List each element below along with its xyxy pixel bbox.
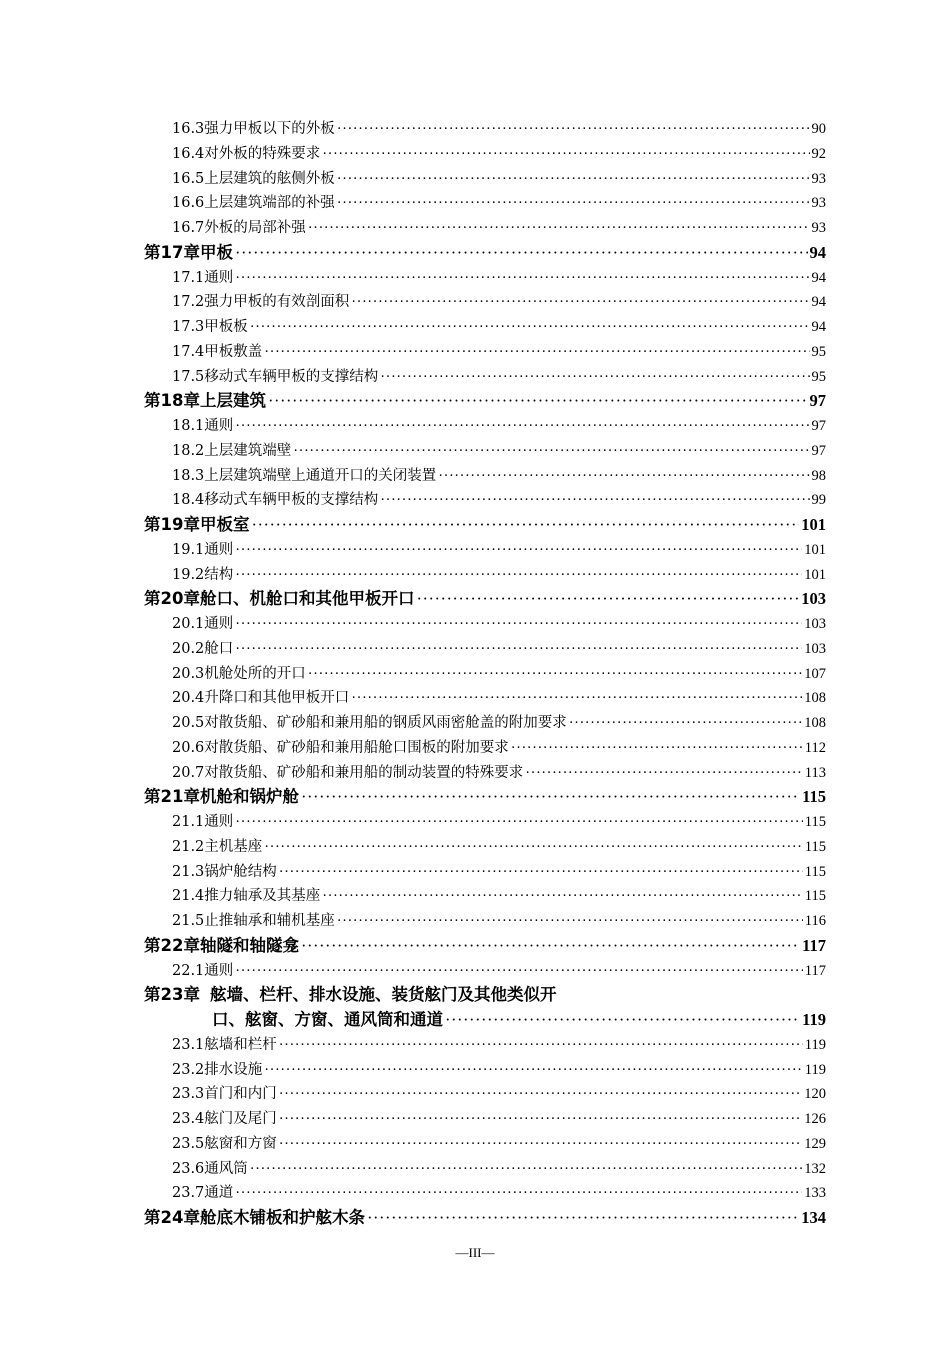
section-title: 舱口: [204, 640, 234, 657]
toc-section-entry: [144, 909, 826, 934]
chapter-number: 第18章: [144, 391, 200, 411]
toc-section-entry: [144, 711, 826, 736]
dot-leader: [235, 1181, 802, 1206]
section-title: 止推轴承和辅机基座: [204, 913, 335, 929]
section-number: 22.1: [172, 962, 205, 979]
section-title: 舷窗和方窗: [204, 1135, 277, 1152]
dot-leader: [351, 686, 802, 711]
dot-leader: [380, 488, 809, 513]
section-number: 20.1: [172, 616, 205, 632]
page-number: 92: [811, 145, 826, 162]
dot-leader: [337, 117, 810, 142]
dot-leader: [279, 860, 803, 885]
page-number: 101: [804, 566, 826, 583]
dot-leader: [308, 662, 802, 687]
dot-leader: [445, 1008, 800, 1033]
section-title: 舷墙和栏杆: [204, 1036, 277, 1053]
dot-leader: [438, 464, 809, 489]
chapter-title: 轴隧和轴隧龛: [199, 935, 299, 955]
toc-section-entry: [144, 1033, 826, 1058]
page-number-footer: —III—: [455, 1245, 495, 1260]
dot-leader: [380, 365, 809, 390]
page-number: 115: [804, 888, 826, 905]
section-number: 19.1: [172, 541, 205, 558]
dot-leader: [235, 414, 809, 439]
section-number: 20.5: [172, 715, 205, 731]
section-number: 23.3: [172, 1086, 205, 1103]
page-number: 94: [811, 294, 826, 311]
toc-section-entry: [144, 439, 826, 464]
section-number: 16.5: [172, 170, 205, 187]
page-number: 117: [802, 935, 826, 955]
section-number: 20.3: [172, 665, 205, 682]
page-number: 103: [804, 616, 826, 632]
page-number: 134: [801, 1208, 826, 1227]
toc-section-entry: [144, 563, 826, 588]
page-number: 97: [809, 391, 826, 411]
dot-leader: [235, 959, 802, 984]
page-number: 115: [804, 838, 826, 855]
dot-leader: [264, 835, 802, 860]
section-number: 17.2: [172, 294, 205, 311]
page-number: 119: [802, 1010, 826, 1029]
toc-section-entry: [144, 810, 826, 835]
toc-section-entry: [144, 1132, 826, 1157]
section-title: 外板的局部补强: [204, 220, 306, 236]
toc-section-entry: [144, 117, 826, 142]
section-title: 通则: [204, 418, 234, 434]
dot-leader: [279, 1082, 802, 1107]
dot-leader: [264, 1058, 802, 1083]
page-number: 99: [811, 492, 826, 509]
page-number: 119: [804, 1061, 826, 1078]
page-number: 129: [804, 1135, 826, 1152]
toc-chapter-entry: [144, 241, 826, 266]
chapter-number: 第19章: [144, 515, 200, 534]
table-of-contents: [144, 117, 826, 1231]
chapter-title: 上层建筑: [199, 391, 266, 411]
page-number: 97: [811, 442, 826, 459]
section-number: 17.1: [172, 269, 205, 286]
page-number: 113: [804, 764, 826, 781]
section-number: 21.4: [172, 888, 205, 905]
section-title: 主机基座: [204, 838, 263, 855]
section-title: 强力甲板的有效剖面积: [204, 294, 350, 311]
chapter-number: 第17章: [144, 242, 200, 262]
dot-leader: [235, 266, 809, 291]
toc-section-entry: [144, 290, 826, 315]
page-number: 93: [811, 170, 826, 187]
section-number: 23.7: [172, 1185, 205, 1202]
page-number: 103: [801, 589, 826, 609]
dot-leader: [264, 340, 809, 365]
section-number: 20.2: [172, 640, 205, 657]
section-number: 18.1: [172, 418, 205, 434]
page-number: 108: [804, 715, 826, 731]
dot-leader: [279, 1132, 802, 1157]
toc-section-entry: [144, 662, 826, 687]
toc-section-entry: [144, 142, 826, 167]
toc-section-entry: [144, 612, 826, 637]
chapter-title: 舷墙、栏杆、排水设施、装货舷门及其他类似开: [210, 985, 557, 1005]
toc-section-entry: [144, 340, 826, 365]
toc-section-entry: [144, 637, 826, 662]
page-number: 90: [811, 121, 826, 137]
dot-leader: [235, 810, 802, 835]
dot-leader: [235, 241, 808, 266]
section-title: 通则: [204, 962, 234, 979]
toc-section-entry: [144, 860, 826, 885]
section-title: 通则: [204, 616, 234, 632]
page-number: 94: [811, 319, 826, 335]
toc-section-entry: [144, 191, 826, 216]
toc-chapter-entry: [144, 513, 826, 538]
page-number: 115: [804, 863, 826, 880]
page-number: 94: [811, 269, 826, 286]
dot-leader: [301, 785, 800, 810]
dot-leader: [337, 191, 810, 216]
page-number: 107: [804, 665, 826, 682]
chapter-number: 第20章: [144, 589, 200, 609]
dot-leader: [322, 884, 802, 909]
section-title: 舷门及尾门: [204, 1111, 277, 1127]
section-title: 机舱处所的开口: [204, 665, 306, 682]
chapter-number: 第23章: [144, 985, 200, 1005]
section-title: 上层建筑的舷侧外板: [204, 170, 335, 187]
section-number: 20.7: [172, 764, 205, 781]
dot-leader: [569, 711, 802, 736]
section-title: 移动式车辆甲板的支撑结构: [204, 368, 379, 385]
section-number: 16.7: [172, 220, 205, 236]
toc-section-entry: [144, 835, 826, 860]
section-title: 通则: [204, 269, 234, 286]
chapter-title: 舱口、机舱口和其他甲板开口: [199, 589, 415, 609]
dot-leader: [351, 290, 809, 315]
toc-chapter-entry-continued: [144, 1008, 826, 1033]
section-number: 23.4: [172, 1111, 205, 1127]
toc-section-entry: [144, 1107, 826, 1132]
dot-leader: [279, 1033, 803, 1058]
toc-chapter-entry: [144, 1206, 826, 1231]
section-number: 17.5: [172, 368, 205, 385]
toc-section-entry: [144, 464, 826, 489]
section-number: 21.3: [172, 863, 205, 880]
toc-section-entry: [144, 488, 826, 513]
page-number: 98: [811, 467, 826, 484]
section-title: 甲板板: [204, 319, 248, 335]
section-number: 18.3: [172, 467, 205, 484]
page-number: 119: [804, 1036, 826, 1053]
dot-leader: [293, 439, 809, 464]
dot-leader: [337, 167, 810, 192]
section-number: 20.6: [172, 739, 205, 756]
toc-section-entry: [144, 761, 826, 786]
dot-leader: [525, 761, 802, 786]
toc-section-entry: [144, 365, 826, 390]
toc-section-entry: [144, 959, 826, 984]
section-title: 推力轴承及其基座: [204, 888, 321, 905]
page-number: 95: [811, 368, 826, 385]
page-number: 115: [804, 814, 826, 830]
section-number: 23.6: [172, 1160, 205, 1177]
toc-section-entry: [144, 414, 826, 439]
section-number: 21.2: [172, 838, 205, 855]
dot-leader: [301, 934, 800, 959]
toc-section-entry: [144, 538, 826, 563]
chapter-number: 第22章: [144, 935, 200, 955]
page-number: 112: [804, 739, 826, 756]
section-number: 23.1: [172, 1036, 205, 1053]
page-number: 101: [801, 515, 826, 534]
dot-leader: [251, 513, 799, 538]
toc-chapter-entry: [144, 983, 826, 1008]
section-title: 对散货船、矿砂船和兼用船的钢质风雨密舱盖的附加要求: [204, 715, 567, 731]
dot-leader: [250, 315, 810, 340]
page-number: 108: [804, 690, 826, 707]
section-title: 上层建筑端壁上通道开口的关闭装置: [204, 467, 437, 484]
page-number: 93: [811, 220, 826, 236]
section-title: 上层建筑端壁: [204, 442, 292, 459]
toc-section-entry: [144, 736, 826, 761]
page-number: 132: [804, 1160, 826, 1177]
dot-leader: [235, 538, 802, 563]
section-number: 16.3: [172, 121, 205, 137]
section-number: 17.4: [172, 343, 205, 360]
section-number: 23.5: [172, 1135, 205, 1152]
dot-leader: [308, 216, 810, 241]
toc-chapter-entry: [144, 934, 826, 959]
page-number: 115: [802, 787, 826, 807]
dot-leader: [337, 909, 803, 934]
section-number: 16.4: [172, 145, 205, 162]
chapter-title: 口、舷窗、方窗、通风筒和通道: [212, 1010, 443, 1029]
section-title: 升降口和其他甲板开口: [204, 690, 350, 707]
chapter-title: 舱底木铺板和护舷木条: [199, 1208, 365, 1227]
section-title: 对外板的特殊要求: [204, 145, 321, 162]
dot-leader: [235, 563, 802, 588]
section-number: 17.3: [172, 319, 205, 335]
toc-section-entry: [144, 686, 826, 711]
chapter-number: 第21章: [144, 787, 200, 807]
section-title: 对散货船、矿砂船和兼用船的制动装置的特殊要求: [204, 764, 524, 781]
chapter-title: 甲板室: [199, 515, 250, 534]
toc-section-entry: [144, 1082, 826, 1107]
section-number: 18.4: [172, 492, 205, 509]
section-title: 通则: [204, 814, 234, 830]
dot-leader: [511, 736, 803, 761]
chapter-number: 第24章: [144, 1208, 200, 1227]
page-number: 133: [804, 1185, 826, 1202]
toc-section-entry: [144, 884, 826, 909]
toc-chapter-entry: [144, 587, 826, 612]
section-number: 19.2: [172, 566, 205, 583]
section-title: 对散货船、矿砂船和兼用船舱口围板的附加要求: [204, 739, 509, 756]
dot-leader: [279, 1107, 802, 1132]
toc-section-entry: [144, 266, 826, 291]
section-number: 21.5: [172, 913, 205, 929]
toc-section-entry: [144, 1181, 826, 1206]
section-title: 排水设施: [204, 1061, 263, 1078]
dot-leader: [268, 389, 808, 414]
page-number: 120: [804, 1086, 826, 1103]
dot-leader: [416, 587, 799, 612]
dot-leader: [367, 1206, 799, 1231]
toc-section-entry: [144, 216, 826, 241]
section-title: 甲板敷盖: [204, 343, 263, 360]
section-title: 上层建筑端部的补强: [204, 195, 335, 212]
dot-leader: [235, 612, 802, 637]
section-number: 23.2: [172, 1061, 205, 1078]
section-number: 20.4: [172, 690, 205, 707]
toc-chapter-entry: [144, 785, 826, 810]
section-title: 通道: [204, 1185, 234, 1202]
page-number: 116: [804, 913, 826, 929]
dot-leader: [322, 142, 809, 167]
page-number: 101: [804, 541, 826, 558]
page-number: 95: [811, 343, 826, 360]
toc-section-entry: [144, 167, 826, 192]
page-number: 93: [811, 195, 826, 212]
section-title: 移动式车辆甲板的支撑结构: [204, 492, 379, 509]
toc-section-entry: [144, 315, 826, 340]
page-number: 117: [804, 962, 826, 979]
section-title: 首门和内门: [204, 1086, 277, 1103]
section-title: 强力甲板以下的外板: [204, 121, 335, 137]
page-number: 94: [809, 242, 826, 262]
dot-leader: [250, 1157, 802, 1182]
section-title: 锅炉舱结构: [204, 863, 277, 880]
toc-chapter-entry: [144, 389, 826, 414]
page-number: 103: [804, 640, 826, 657]
section-title: 通风筒: [204, 1160, 248, 1177]
dot-leader: [235, 637, 802, 662]
toc-section-entry: [144, 1058, 826, 1083]
section-number: 21.1: [172, 814, 205, 830]
section-number: 18.2: [172, 442, 205, 459]
section-title: 通则: [204, 541, 234, 558]
chapter-title: 机舱和锅炉舱: [199, 787, 299, 807]
page-number: 97: [811, 418, 826, 434]
section-number: 16.6: [172, 195, 205, 212]
section-title: 结构: [204, 566, 234, 583]
chapter-title: 甲板: [199, 242, 233, 262]
page-number: 126: [804, 1111, 826, 1127]
toc-section-entry: [144, 1157, 826, 1182]
